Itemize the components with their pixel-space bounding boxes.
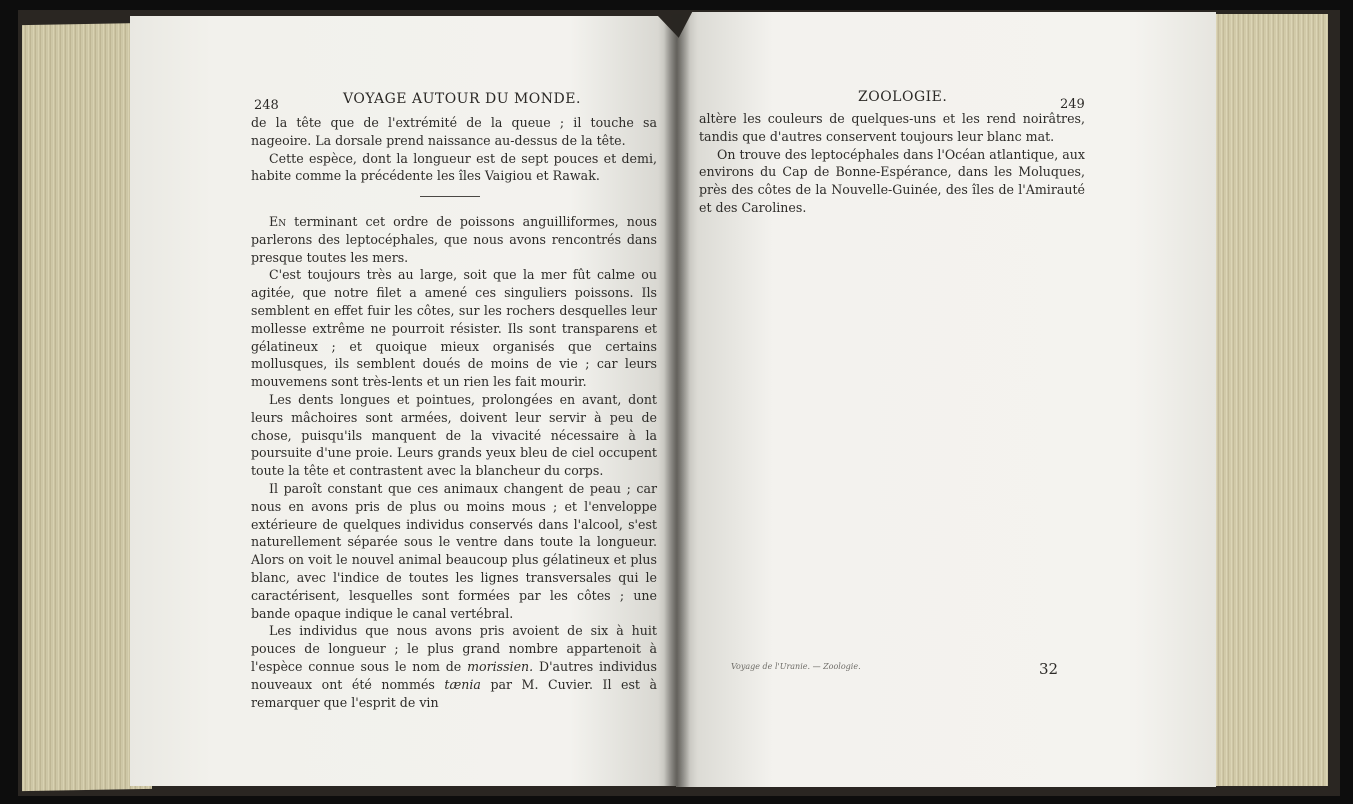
right-main-text: [699, 110, 1085, 217]
right-page-number: 249: [1060, 97, 1085, 112]
left-running-head: VOYAGE AUTOUR DU MONDE.: [343, 91, 581, 107]
section-rule: [420, 196, 480, 197]
paragraph: Les dents longues et pointues, prolongées en avant, dont leurs mâchoires sont armées, doivent leur servir à peu de chose, puisqu'ils manquent de la vivacité nécessaire à la poursuite d'une proie. Leurs grands yeux bleu de ciel occupent toute la tête et contrastent avec la blancheur du corps.: [251, 391, 657, 479]
paragraph: C'est toujours très au large, soit que la mer fût calme ou agitée, que notre filet a amené ces singuliers poissons. Ils semblent en effet fuir les côtes, sur les rochers desquelles leur mollesse extrême ne pourroit résister. Ils sont transparens et gélatineux ; et quoique mieux organisés que certains mollusques, ils semblent doués de moins de vie ; car leurs mouvemens sont très-lents et un rien les fait mourir.: [251, 267, 657, 390]
right-running-head: ZOOLOGIE.: [858, 89, 948, 105]
left-page-number: 248: [254, 98, 279, 113]
page-edges-right: [1210, 14, 1328, 786]
signature-mark: 32: [1039, 660, 1059, 678]
footer-note: Voyage de l'Uranie. — Zoologie.: [731, 662, 861, 671]
paragraph: En terminant cet ordre de poissons anguilliformes, nous parlerons des leptocéphales, que nous avons rencontrés dans presque toutes les mers.: [251, 214, 657, 265]
paragraph: Cette espèce, dont la longueur est de sept pouces et demi, habite comme la précédente les îles Vaigiou et Rawak.: [251, 150, 657, 184]
paragraph: Les individus que nous avons pris avoient de six à huit pouces de longueur ; le plus grand nombre appartenoit à l'espèce connue sous le nom de morissien. D'autres individus nouveaux ont été nommés tænia par M. Cuvier. Il est à remarquer que l'esprit de vin: [251, 623, 657, 710]
left-main-text: [251, 213, 657, 711]
paragraph: Il paroît constant que ces animaux changent de peau ; car nous en avons pris de plus ou moins mous ; et l'enveloppe extérieure de quelques individus conservés dans l'alcool, s'est naturellement séparée sous le ventre dans toute la longueur. Alors on voit le nouvel animal beaucoup plus gélatineux et plus blanc, avec l'indice de toutes les lignes transversales qui le caractérisent, lesquelles sont formées par les côtes ; une bande opaque indique le canal vertébral.: [251, 480, 657, 621]
paragraph: altère les couleurs de quelques-uns et les rend noirâtres, tandis que d'autres conservent toujours leur blanc mat.: [699, 111, 1085, 144]
section-dropcap: En: [269, 214, 287, 229]
paragraph: de la tête que de l'extrémité de la queue ; il touche sa nageoire. La dorsale prend naissance au-dessus de la tête.: [251, 115, 657, 148]
paragraph: On trouve des leptocéphales dans l'Océan atlantique, aux environs du Cap de Bonne-Espérance, dans les Moluques, près des côtes de la Nouvelle-Guinée, des îles de l'Amirauté et des Carolines.: [699, 146, 1085, 215]
left-top-text: [251, 114, 657, 185]
book-gutter: [664, 14, 690, 790]
